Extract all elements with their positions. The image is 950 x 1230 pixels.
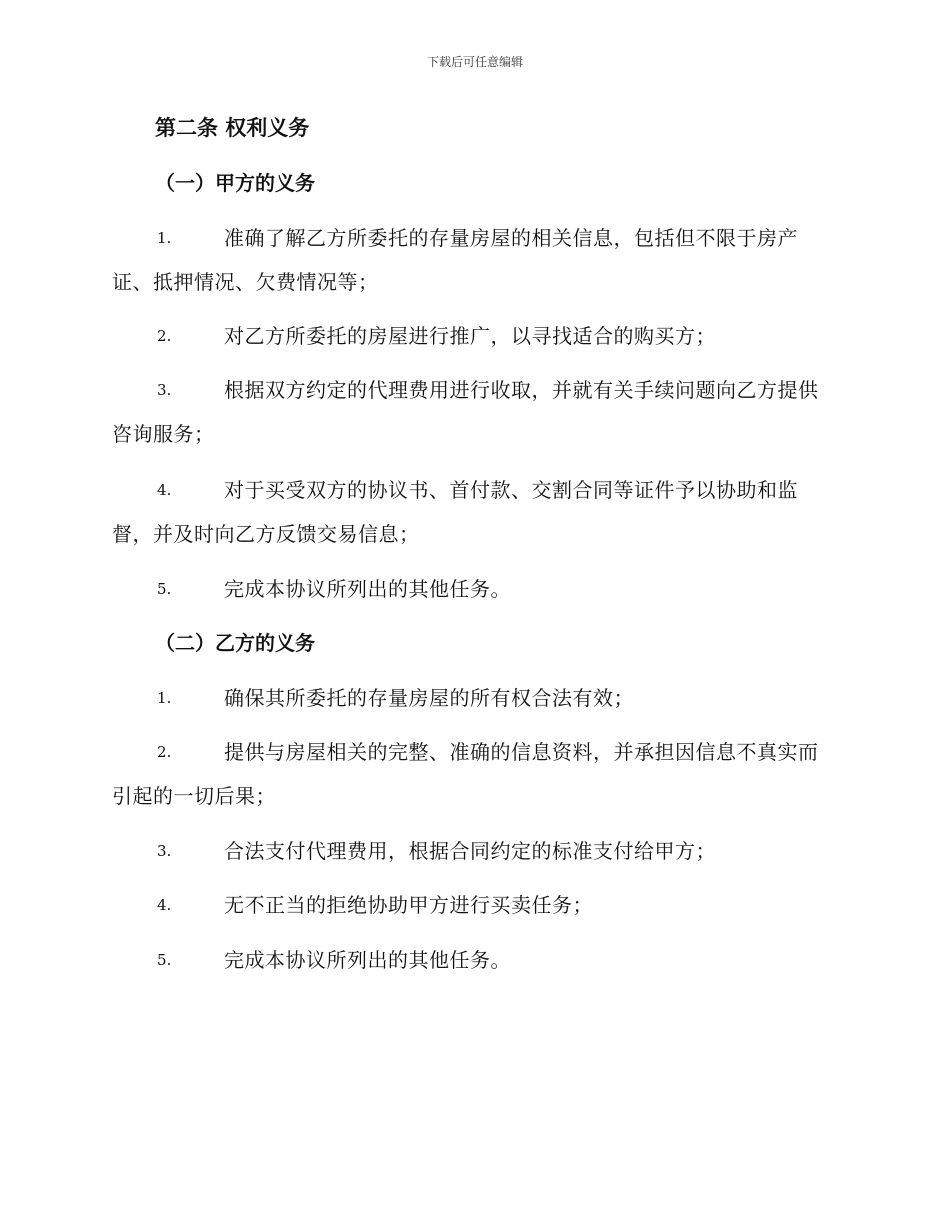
item-number: 5. (157, 951, 172, 969)
item-text: 提供与房屋相关的完整、准确的信息资料，并承担因信息不真实而引起的一切后果； (112, 740, 819, 808)
section-title-party-b: （二）乙方的义务 (155, 631, 315, 655)
item-text: 根据双方约定的代理费用进行收取，并就有关手续问题向乙方提供咨询服务； (112, 378, 819, 446)
item-number: 2. (157, 327, 172, 345)
list-item (112, 216, 837, 304)
item-text: 完成本协议所列出的其他任务。 (224, 948, 511, 972)
item-text: 确保其所委托的存量房屋的所有权合法有效； (224, 686, 634, 710)
item-number: 1. (157, 229, 172, 247)
item-number: 1. (157, 689, 172, 707)
item-text: 完成本协议所列出的其他任务。 (224, 577, 511, 601)
list-item (112, 468, 837, 556)
item-text: 合法支付代理费用，根据合同约定的标准支付给甲方； (224, 839, 716, 863)
page-header: 下载后可任意编辑 (426, 55, 523, 69)
item-number: 3. (157, 381, 172, 399)
item-text: 准确了解乙方所委托的存量房屋的相关信息，包括但不限于房产证、抵押情况、欠费情况等； (112, 226, 798, 294)
item-text: 对于买受双方的协议书、首付款、交割合同等证件予以协助和监督，并及时向乙方反馈交易信息； (112, 478, 798, 546)
item-number: 4. (157, 481, 172, 499)
section-title-party-a: （一）甲方的义务 (155, 171, 315, 195)
item-number: 4. (157, 896, 172, 914)
list-item (112, 938, 837, 982)
article-title: 第二条 权利义务 (155, 116, 310, 140)
item-number: 5. (157, 580, 172, 598)
item-number: 3. (157, 842, 172, 860)
list-item (112, 314, 837, 358)
item-text: 无不正当的拒绝协助甲方进行买卖任务； (224, 893, 593, 917)
item-text: 对乙方所委托的房屋进行推广，以寻找适合的购买方； (224, 324, 716, 348)
list-item (112, 829, 837, 873)
list-item (112, 567, 837, 611)
list-item (112, 676, 837, 720)
item-number: 2. (157, 743, 172, 761)
list-item (112, 883, 837, 927)
list-item (112, 730, 837, 818)
list-item (112, 368, 837, 456)
